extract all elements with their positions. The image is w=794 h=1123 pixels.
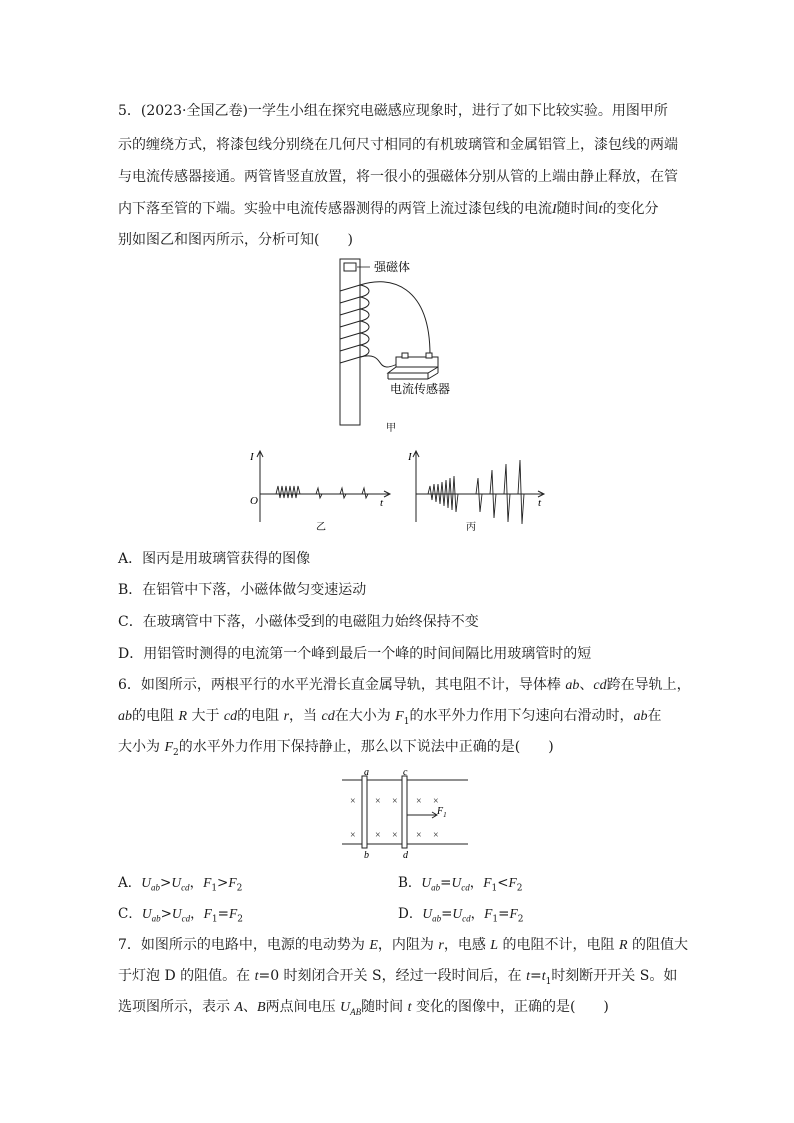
q5-line-5: 别如图乙和图丙所示，分析可知( ) xyxy=(118,232,353,248)
q7-line-3: 选项图所示，表示 A、B两点间电压 $U_{AB}$随时间 t 变化的图像中，正确的是( ) xyxy=(118,999,609,1017)
q6-option-d: D．$U_{ab}=U_{cd}$，$F_1=F_2$ xyxy=(398,906,524,925)
graph-caption-bing: 丙 xyxy=(466,522,476,533)
q6-line-3: 大小为 $F_2$的水平外力作用下保持静止，那么以下说法中正确的是( ) xyxy=(118,739,554,758)
q7-line-2: 于灯泡 D 的阻值。在 t=0 时刻闭合开关 S，经过一段时间后，在 $t=t_1$时刻断开开关 S。如 xyxy=(118,968,678,987)
axis-label-t: t xyxy=(380,497,384,509)
q6-line-2: ab的电阻 R 大于 cd的电阻 r，当 cd在大小为 $F_1$的水平外力作用下匀速向右滑动时，ab在 xyxy=(118,708,662,727)
rod-label-d: d xyxy=(403,850,408,861)
rod-label-c: c xyxy=(403,767,408,778)
current-graph-yi xyxy=(246,448,396,536)
q5-line-1: 5．(2023·全国乙卷)一学生小组在探究电磁感应现象时，进行了如下比较实验。用图甲所 xyxy=(118,103,668,119)
svg-text:×: × xyxy=(392,796,398,807)
q6-option-c: C．$U_{ab}>U_{cd}$，$F_1=F_2$ xyxy=(118,906,243,925)
q6-line-1: 6．如图所示，两根平行的水平光滑长直金属导轨，其电阻不计，导体棒 ab、cd跨在导轨上， xyxy=(118,677,691,693)
graph-caption-yi: 乙 xyxy=(316,522,326,533)
rod-label-b: b xyxy=(364,850,369,861)
rod-label-a: a xyxy=(364,767,369,778)
q5-line-4: 内下落至管的下端。实验中电流传感器测得的两管上流过漆包线的电流I随时间t的变化分 xyxy=(118,201,659,217)
svg-text:×: × xyxy=(416,830,422,841)
q5-line-3: 与电流传感器接通。两管皆竖直放置，将一很小的强磁体分别从管的上端由静止释放，在管 xyxy=(118,169,678,185)
magnet-label: 强磁体 xyxy=(374,260,411,274)
svg-text:×: × xyxy=(392,830,398,841)
q5-option-c: C．在玻璃管中下落，小磁体受到的电磁阻力始终保持不变 xyxy=(118,614,479,630)
q5-line-2: 示的缠绕方式，将漆包线分别绕在几何尺寸相同的有机玻璃管和金属铝管上，漆包线的两端 xyxy=(118,137,678,153)
q5-option-d: D．用铝管时测得的电流第一个峰到最后一个峰的时间间隔比用玻璃管时的短 xyxy=(118,646,592,662)
current-graph-bing xyxy=(404,448,554,536)
figure-caption-jia: 甲 xyxy=(386,423,396,434)
svg-text:×: × xyxy=(350,830,356,841)
svg-text:×: × xyxy=(416,796,422,807)
rail-figure xyxy=(340,768,470,860)
q7-line-1: 7．如图所示的电路中，电源的电动势为 E，内阻为 r，电感 L 的电阻不计，电阻 R 的阻值大 xyxy=(118,937,688,953)
origin-label: O xyxy=(250,495,258,507)
sensor-label: 电流传感器 xyxy=(390,382,451,396)
svg-text:×: × xyxy=(433,830,439,841)
axis-label-t: t xyxy=(538,497,542,509)
svg-text:×: × xyxy=(433,796,439,807)
q6-option-b: B．$U_{ab}=U_{cd}$，$F_1<F_2$ xyxy=(398,875,523,894)
axis-label-i: I xyxy=(408,451,412,463)
axis-label-i: I xyxy=(250,451,254,463)
q5-option-a: A．图丙是用玻璃管获得的图像 xyxy=(118,551,311,567)
svg-text:×: × xyxy=(350,796,356,807)
svg-text:×: × xyxy=(375,796,381,807)
svg-text:×: × xyxy=(375,830,381,841)
force-label: $F_1$ xyxy=(437,806,447,819)
q5-option-b: B．在铝管中下落，小磁体做匀变速运动 xyxy=(118,582,367,598)
q6-option-a: A．$U_{ab}>U_{cd}$，$F_1>F_2$ xyxy=(118,875,243,894)
coil-apparatus-figure xyxy=(330,255,490,435)
